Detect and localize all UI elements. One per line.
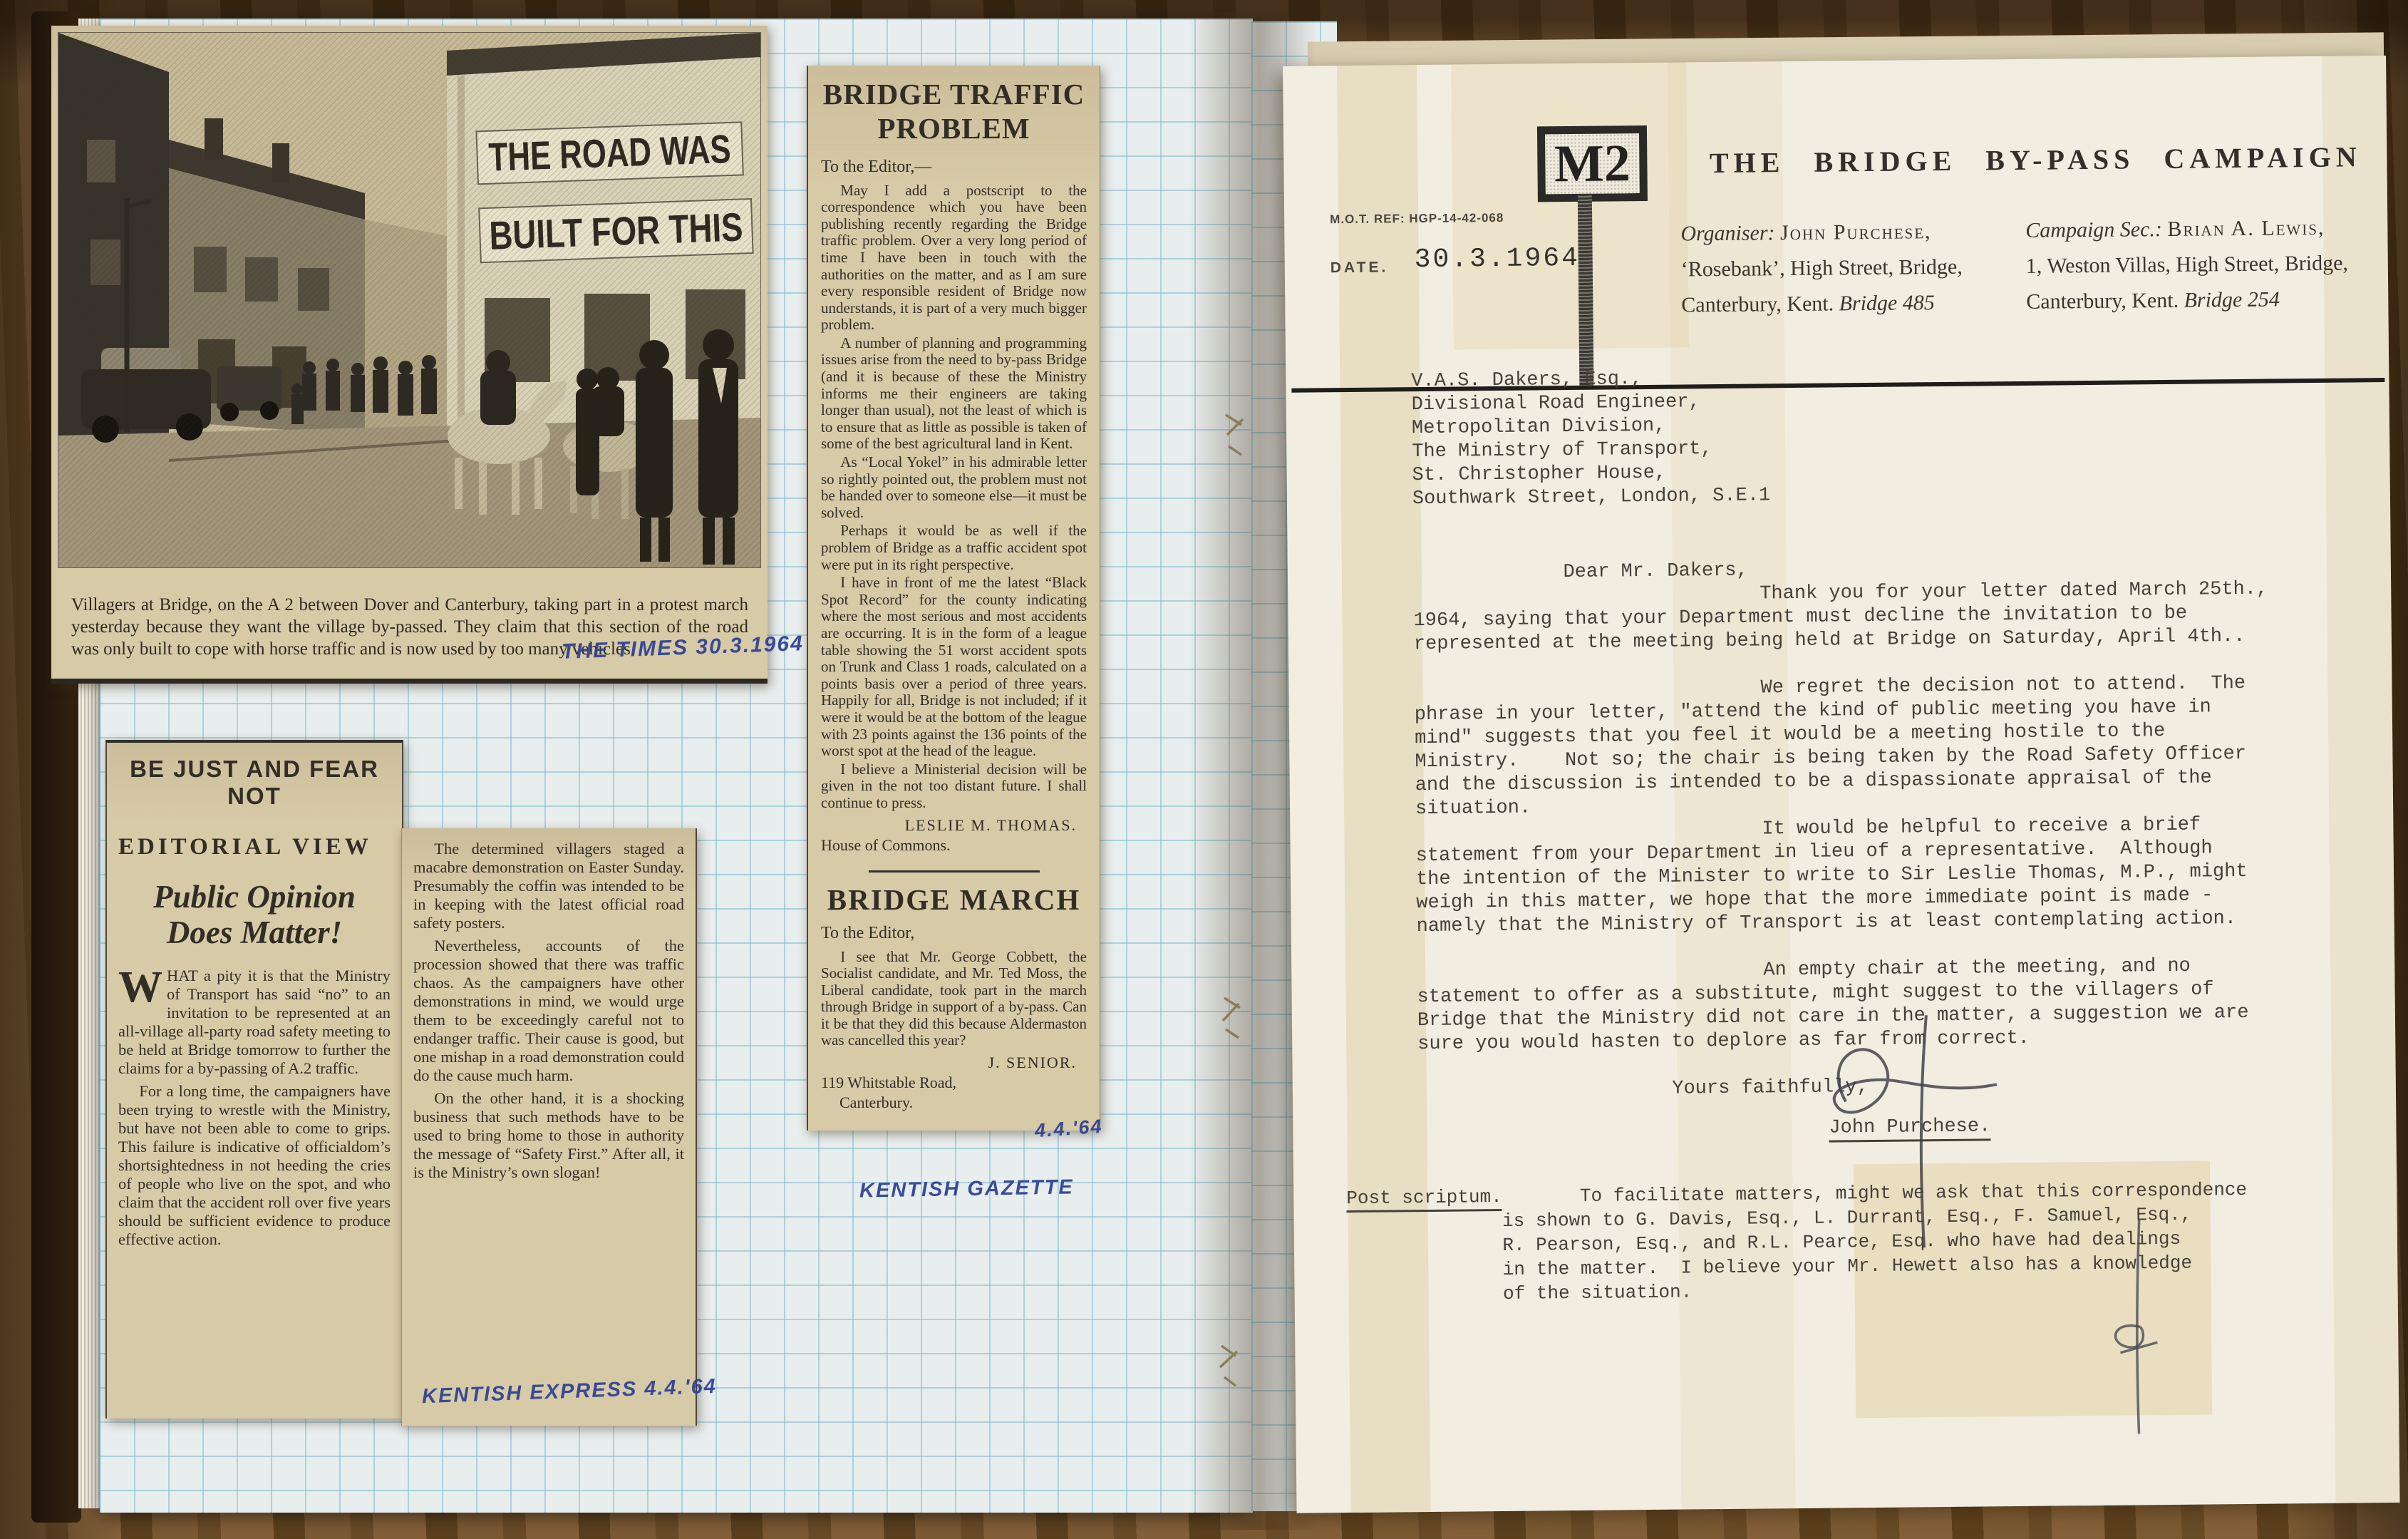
- march-address-line2: Canterbury.: [839, 1093, 914, 1112]
- text-line: Bridge that the Ministry did not care in the matter, a suggestion we are: [1417, 1002, 2249, 1032]
- binding-stitch: [1220, 992, 1249, 1042]
- signatory-name: John Purchese.: [1829, 1116, 1990, 1142]
- traffic-signature: LESLIE M. THOMAS.: [904, 815, 1077, 834]
- handwritten-date-gazette: 4.4.'64: [1034, 1115, 1104, 1142]
- march-address-line1: 119 Whitstable Road,: [821, 1074, 957, 1092]
- text-line: the intention of the Minister to write to Sir Leslie Thomas, M.P., might: [1415, 860, 2248, 891]
- text-line: sure you would hasten to deplore as far from correct.: [1417, 1027, 2030, 1056]
- text-line: Metropolitan Division,: [1411, 415, 1666, 440]
- editorial-clipping-column1: [105, 740, 403, 1419]
- editorial-body-col2: [413, 840, 684, 1182]
- march-salutation: To the Editor,: [821, 923, 915, 942]
- date-label: DATE.: [1330, 259, 1389, 277]
- text-line: Divisional Road Engineer,: [1411, 391, 1700, 416]
- traffic-headline-line2: PROBLEM: [877, 112, 1030, 145]
- text-line: and the discussion is intended to be a dispassionate appraisal of the: [1415, 767, 2212, 797]
- text-line: WHAT a pity it is that the Ministry of Transport has said “no” to an invitation to be represented at an all-village all-party road safety meeting to be held at Bridge tomorrow to further the claims for a by-passing of A.2 traffic.: [118, 962, 391, 1077]
- march-signature: J. SENIOR.: [988, 1054, 1077, 1072]
- recipient-address: [1411, 366, 1770, 511]
- traffic-headline-line1: BRIDGE TRAFFIC: [822, 78, 1085, 110]
- text-line: It would be helpful to receive a brief: [1415, 814, 2201, 844]
- secretary-name: Brian A. Lewis,: [2167, 215, 2325, 241]
- organiser-label: Organiser:: [1680, 221, 1781, 246]
- secretary-line1: [2025, 210, 2367, 249]
- text-line: 1964, saying that your Department must decline the invitation to be: [1413, 602, 2188, 632]
- photo-caption: Villagers at Bridge, on the A 2 between Dover and Canterbury, taking part in a protest march yesterday because they want the village by-passed. They claim that this section of the road was only built to cope with horse traffic and is now used by too many vehicles.: [71, 595, 748, 659]
- text-line: As “Local Yokel” in his admirable letter so rightly pointed out, the problem must not be handed over to someone else—it must be solved.: [821, 453, 1087, 521]
- text-line: On the other hand, it is a shocking business that such methods have to be used to bring home to those in authority the message of “Safety First.” After all, it is the Ministry’s own slogan!: [413, 1089, 684, 1181]
- text-line: represented at the meeting being held at Bridge on Saturday, April 4th..: [1413, 625, 2246, 656]
- text-line: situation.: [1415, 797, 1531, 820]
- date-value: 30.3.1964: [1414, 242, 1581, 276]
- organiser-name: John Purchese,: [1779, 220, 1932, 245]
- text-line: An empty chair at the meeting, and no: [1417, 955, 2191, 985]
- text-line: V.A.S. Dakers, Esq.,: [1411, 369, 1643, 393]
- handwritten-source-express: KENTISH EXPRESS 4.4.'64: [421, 1374, 718, 1409]
- text-line: R. Pearson, Esq., and R.L. Pearce, Esq. who have had dealings: [1346, 1227, 2181, 1258]
- organiser-line1: [1680, 213, 1980, 252]
- text-line: mind" suggests that you feel it would be a meeting hostile to the: [1414, 721, 2166, 750]
- text-line: We regret the decision not to attend. The: [1414, 672, 2246, 703]
- text-line: Thank you for your letter dated March 25th.,: [1413, 578, 2268, 609]
- campaign-letter: [1283, 56, 2399, 1513]
- editorial-clipping-column2: [401, 828, 697, 1426]
- march-headline: BRIDGE MARCH: [827, 882, 1081, 916]
- binding-stitch: [1217, 1342, 1246, 1391]
- editorial-kicker: EDITORIAL VIEW: [118, 834, 372, 860]
- traffic-salutation: To the Editor,—: [821, 157, 932, 176]
- binding-stitch: [1223, 411, 1251, 460]
- text-line: Perhaps it would be as well if the problem of Bridge as a traffic accident spot were put in its right perspective.: [821, 522, 1087, 573]
- press-photo: [58, 33, 760, 567]
- organiser-line2: ‘Rosebank’, High Street, Bridge,: [1680, 254, 1963, 282]
- text-line: namely that the Ministry of Transport is at least contemplating action.: [1416, 908, 2237, 938]
- organiser-line3: [1681, 284, 1980, 323]
- signatory-typed-name: [1829, 1116, 1990, 1138]
- text-line: is shown to G. Davis, Esq., L. Durrant, Esq., F. Samuel, Esq.,: [1346, 1203, 2192, 1234]
- organiser-town: Canterbury, Kent.: [1681, 292, 1839, 317]
- tape-stain: [1451, 62, 1689, 349]
- text-line: in the matter. I believe your Mr. Hewett also has a knowledge: [1347, 1252, 2193, 1282]
- clipping-divider-rule: [869, 870, 1040, 873]
- editorial-headline: Public Opinion Does Matter!: [153, 879, 356, 951]
- photo-clipping: [51, 26, 768, 684]
- traffic-signature-org: House of Commons.: [821, 835, 951, 854]
- handwritten-source-gazette: KENTISH GAZETTE: [859, 1175, 1074, 1203]
- m2-sign-pole: [1578, 194, 1594, 386]
- mot-reference: M.O.T. REF: HGP-14-42-068: [1330, 210, 1504, 227]
- traffic-body: [821, 182, 1087, 812]
- organiser-phone: Bridge 485: [1839, 291, 1935, 316]
- editorial-body-col1: [118, 962, 391, 1249]
- secretary-town: Canterbury, Kent.: [2026, 288, 2184, 314]
- secretary-line2: 1, Weston Villas, High Street, Bridge,: [2025, 251, 2349, 278]
- text-line: Dear Mr. Dakers,: [1412, 560, 1748, 585]
- text-line: A number of planning and programming issues arise from the need to by-pass Bridge (and it is because of these the Ministry informs me their engineers are taking longer than usual), not the least of which is to ensure that as little as possible is taken of some of the best agricultural land in Kent.: [821, 334, 1087, 453]
- text-line: weigh in this matter, we hope that the more immediate point is made -: [1416, 885, 2213, 915]
- text-line: I believe a Ministerial decision will be given in the not too distant future. I shall continue to press.: [821, 760, 1087, 811]
- postscript-line1-text: To facilitate matters, might we ask that this correspondence: [1502, 1178, 2248, 1208]
- text-line: St. Christopher House,: [1412, 462, 1667, 487]
- editorial-masthead: BE JUST AND FEAR NOT: [130, 756, 379, 809]
- m2-sign-text: M2: [1554, 134, 1631, 194]
- letterhead-title: THE BRIDGE BY-PASS CAMPAIGN: [1709, 140, 2362, 180]
- pen-mark: [2071, 1220, 2187, 1442]
- text-line: I have in front of me the latest “Black Spot Record” for the county indicating where the most serious and most accidents are occurring. It is in the form of a league table showing the 51 worst accident spots on Trunk and Class 1 roads, calculated on a points basis over a period of three years. Happily for all, Bridge is not included; if it were it would be at the bottom of the league with 23 points against the 136 points of the worst spot at the head of the league.: [821, 574, 1087, 760]
- secretary-phone: Bridge 254: [2184, 287, 2280, 312]
- text-line: statement from your Department in lieu of a representative. Although: [1415, 838, 2213, 868]
- text-line: of the situation.: [1347, 1281, 1693, 1307]
- text-line: The determined villagers staged a macabre demonstration on Easter Sunday. Presumably the coffin was intended to be in keeping with the latest official road safety posters.: [413, 840, 684, 932]
- text-line: Nevertheless, accounts of the procession showed that there was traffic chaos. As the campaigners have other demonstrations in mind, we would urge them to be exceedingly careful not to endanger traffic. Their cause is good, but one mishap in a road demonstration could do the cause much harm.: [413, 937, 684, 1084]
- secretary-block: [2025, 210, 2368, 320]
- secretary-line3: [2026, 281, 2368, 320]
- handwritten-source-times: THE TIMES 30.3.1964: [561, 632, 805, 664]
- text-line: statement to offer as a substitute, might suggest to the villagers of: [1417, 979, 2214, 1009]
- traffic-letter-clipping: [807, 66, 1100, 1131]
- text-line: The Ministry of Transport,: [1412, 438, 1712, 463]
- text-line: For a long time, the campaigners have been trying to wrestle with the Ministry, but have not been able to come to grips. This failure is indicative of officialdom’s shortsightedness in not heeding the cries of people who live on the spot, and who claim that the accident roll over five years should be sufficient evidence to produce effective action.: [118, 1081, 391, 1248]
- press-photo-illustration: [58, 33, 760, 567]
- m2-road-sign: [1537, 125, 1648, 202]
- text-line: May I add a postscript to the correspondence which you have been publishing recently regarding the Bridge traffic problem. Over a very long period of time I have been in touch with the authorities on the matter, and as I am sure every responsible resident of Bridge now understands, it is part of a very much bigger problem.: [821, 181, 1087, 334]
- postscript-label: Post scriptum.: [1346, 1186, 1502, 1213]
- secretary-label: Campaign Sec.:: [2025, 217, 2168, 242]
- organiser-block: [1680, 213, 1980, 323]
- march-body: I see that Mr. George Cobbett, the Socialist candidate, and Mr. Ted Moss, the Liberal candidate, took part in the march through Bridge in support of a by-pass. Can it be that they did this because Aldermaston was cancelled this year?: [821, 947, 1087, 1049]
- text-line: Ministry. Not so; the chair is being taken by the Road Safety Officer: [1415, 743, 2247, 773]
- text-line: Yours faithfully,: [1417, 1076, 1869, 1103]
- text-line: phrase in your letter, "attend the kind of public meeting you have in: [1414, 696, 2211, 726]
- text-line: Southwark Street, London, S.E.1: [1412, 485, 1771, 510]
- halftone-overlay: [58, 33, 760, 567]
